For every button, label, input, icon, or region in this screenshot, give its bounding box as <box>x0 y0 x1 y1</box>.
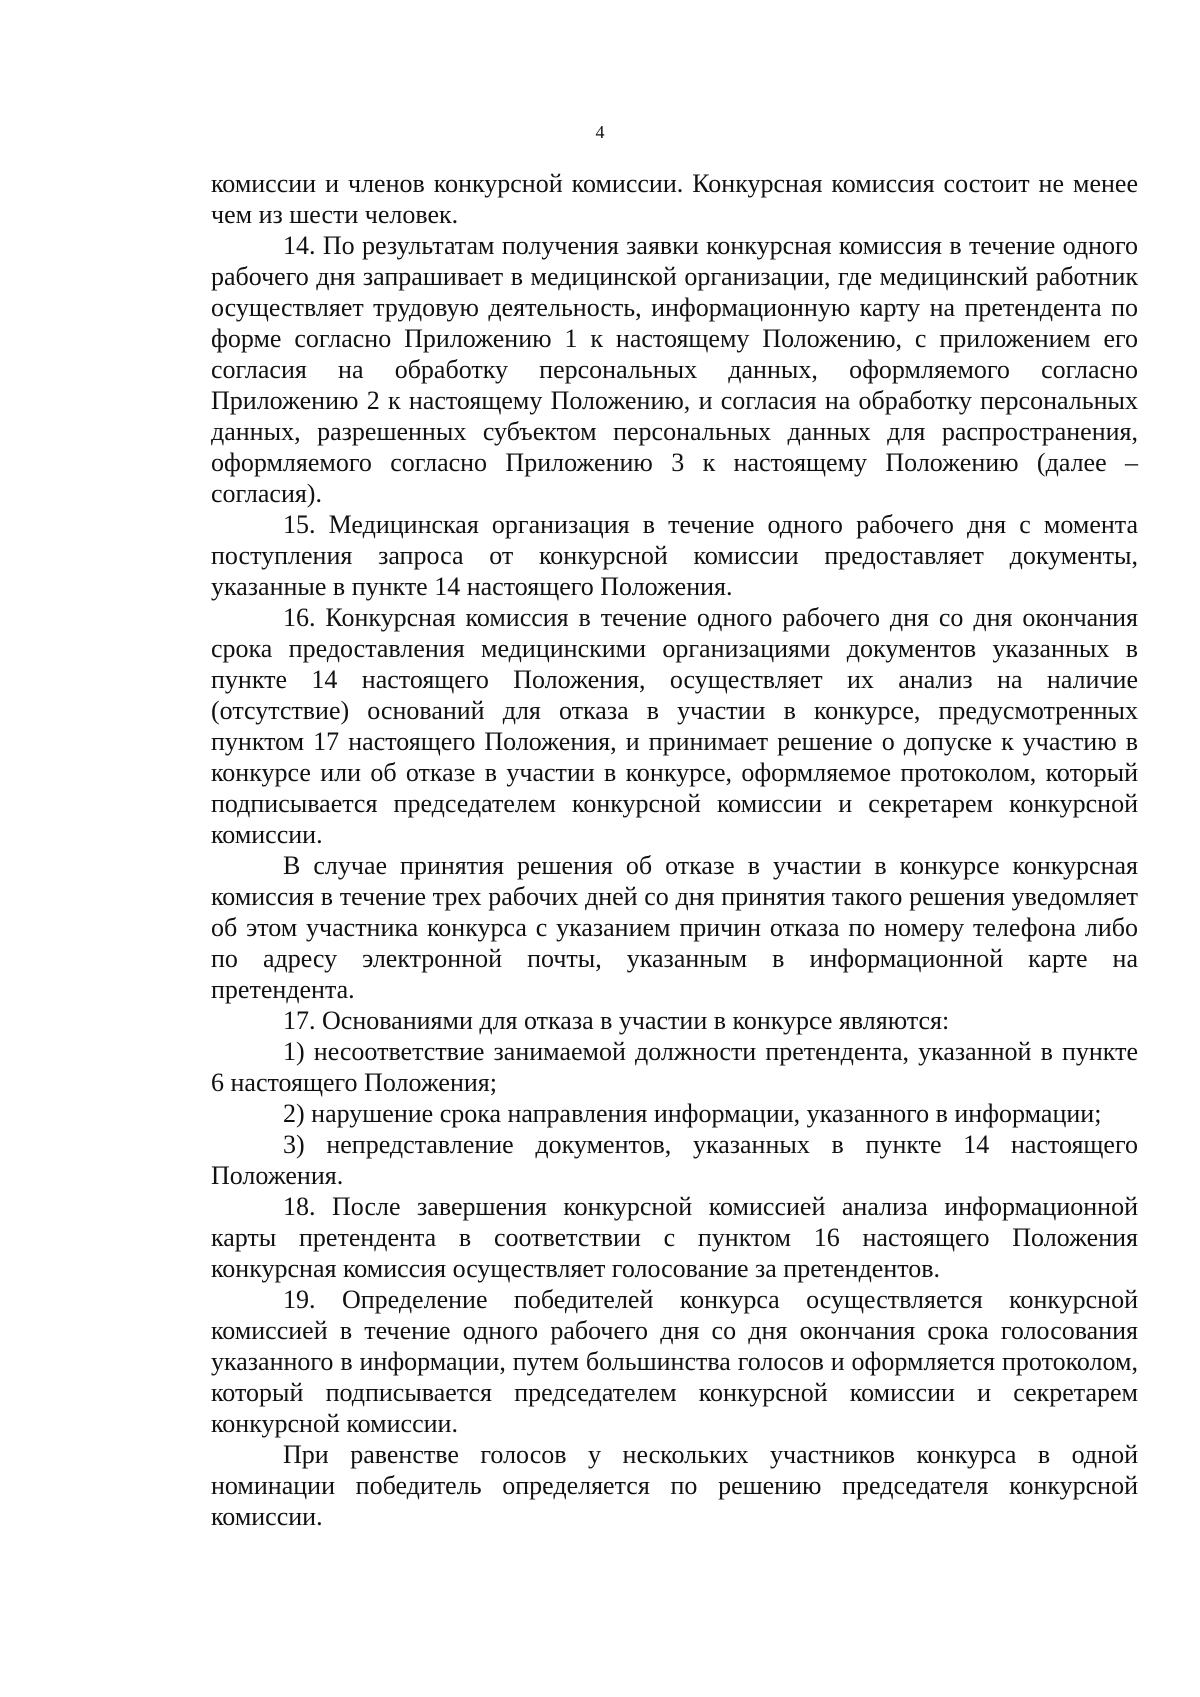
page-number: 4 <box>595 122 605 142</box>
paragraph-17: 17. Основаниями для отказа в участии в конкурсе являются: <box>283 1006 950 1035</box>
paragraph-17-item-2: 2) нарушение срока направления информации, указанного в информации; <box>283 1099 1102 1128</box>
paragraph-14: 14. По результатам получения заявки конкурсная комиссия в течение одного рабочего дня запрашивает в медицинской организации, где медицинский работник осуществляет трудовую деятельность, информационную карту на претендента по форме согласно Приложению 1 к настоящему Положению, с приложением его согласия на обработку персональных данных, оформляемого согласно Приложению 2 к настоящему Положению, и согласия на обработку персональных данных, разрешенных субъектом персональных данных для распространения, оформляемого согласно Приложению 3 к настоящему Положению (далее – согласия). <box>211 231 1138 508</box>
paragraph-17-item-3: 3) непредставление документов, указанных в пункте 14 настоящего Положения. <box>211 1130 1138 1190</box>
paragraph-18: 18. После завершения конкурсной комиссией анализа информационной карты претендента в соответствии с пунктом 16 настоящего Положения конкурсная комиссия осуществляет голосование за претендентов. <box>211 1192 1138 1283</box>
paragraph-19: 19. Определение победителей конкурса осуществляется конкурсной комиссией в течение одного рабочего дня со дня окончания срока голосования указанного в информации, путем большинства голосов и оформляется протоколом, который подписывается председателем конкурсной комиссии и секретарем конкурсной комиссии. <box>211 1285 1138 1438</box>
paragraph-19-tie-rule: При равенстве голосов у нескольких участников конкурса в одной номинации победитель определяется по решению председателя конкурсной комиссии. <box>211 1440 1138 1531</box>
document-body <box>211 168 1138 1532</box>
paragraph-continuation: комиссии и членов конкурсной комиссии. Конкурсная комиссия состоит не менее чем из шести человек. <box>211 169 1138 229</box>
paragraph-15: 15. Медицинская организация в течение одного рабочего дня с момента поступления запроса от конкурсной комиссии предоставляет документы, указанные в пункте 14 настоящего Положения. <box>211 510 1138 601</box>
paragraph-17-item-1: 1) несоответствие занимаемой должности претендента, указанной в пункте 6 настоящего Положения; <box>211 1037 1138 1097</box>
paragraph-16: 16. Конкурсная комиссия в течение одного рабочего дня со дня окончания срока предоставления медицинскими организациями документов указанных в пункте 14 настоящего Положения, осуществляет их анализ на наличие (отсутствие) оснований для отказа в участии в конкурсе, предусмотренных пунктом 17 настоящего Положения, и принимает решение о допуске к участию в конкурсе или об отказе в участии в конкурсе, оформляемое протоколом, который подписывается председателем конкурсной комиссии и секретарем конкурсной комиссии. <box>211 603 1138 849</box>
paragraph-16-refusal-notice: В случае принятия решения об отказе в участии в конкурсе конкурсная комиссия в течение трех рабочих дней со дня принятия такого решения уведомляет об этом участника конкурса с указанием причин отказа по номеру телефона либо по адресу электронной почты, указанным в информационной карте на претендента. <box>211 851 1138 1004</box>
